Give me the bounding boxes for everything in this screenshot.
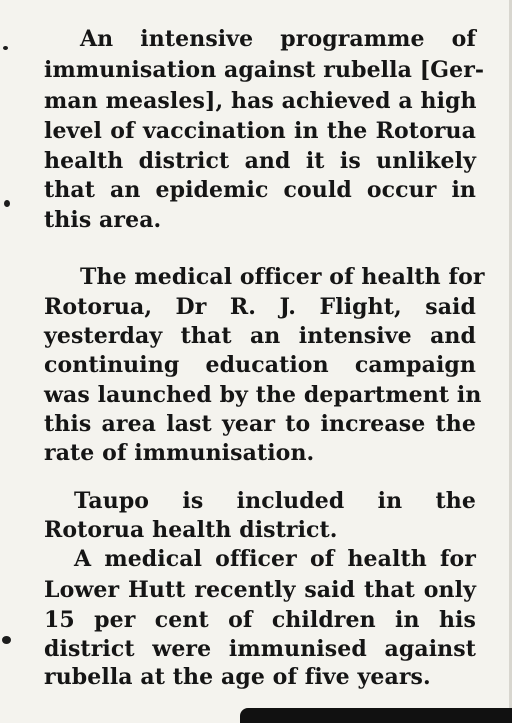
text-line: 15 per cent of children in his xyxy=(44,607,476,633)
text-line: yesterday that an intensive and xyxy=(44,323,476,349)
bottom-rule xyxy=(240,708,512,723)
text-line: continuing education campaign xyxy=(44,352,476,378)
text-line: this area. xyxy=(44,207,162,233)
text-line: The medical officer of health for xyxy=(80,264,485,290)
text-line: Rotorua health district. xyxy=(44,517,338,543)
text-line: rubella at the age of five years. xyxy=(44,664,431,690)
text-line: was launched by the department in xyxy=(44,382,482,408)
print-speck xyxy=(2,636,11,644)
text-line: this area last year to increase the xyxy=(44,411,476,437)
print-speck xyxy=(3,46,8,50)
print-speck xyxy=(4,200,10,207)
text-line: A medical officer of health for xyxy=(74,546,476,572)
text-line: level of vaccination in the Rotorua xyxy=(44,118,476,144)
text-line: district were immunised against xyxy=(44,636,476,662)
text-line: immunisation against rubella [Ger- xyxy=(44,57,485,83)
text-line: Taupo is included in the xyxy=(74,488,476,514)
text-line: Rotorua, Dr R. J. Flight, said xyxy=(44,294,476,320)
text-line: rate of immunisation. xyxy=(44,440,315,466)
text-line: health district and it is unlikely xyxy=(44,148,476,174)
text-line: that an epidemic could occur in xyxy=(44,177,476,203)
text-line: Lower Hutt recently said that only xyxy=(44,577,476,603)
text-line: man measles], has achieved a high xyxy=(44,88,477,114)
text-line: An intensive programme of xyxy=(80,26,476,52)
